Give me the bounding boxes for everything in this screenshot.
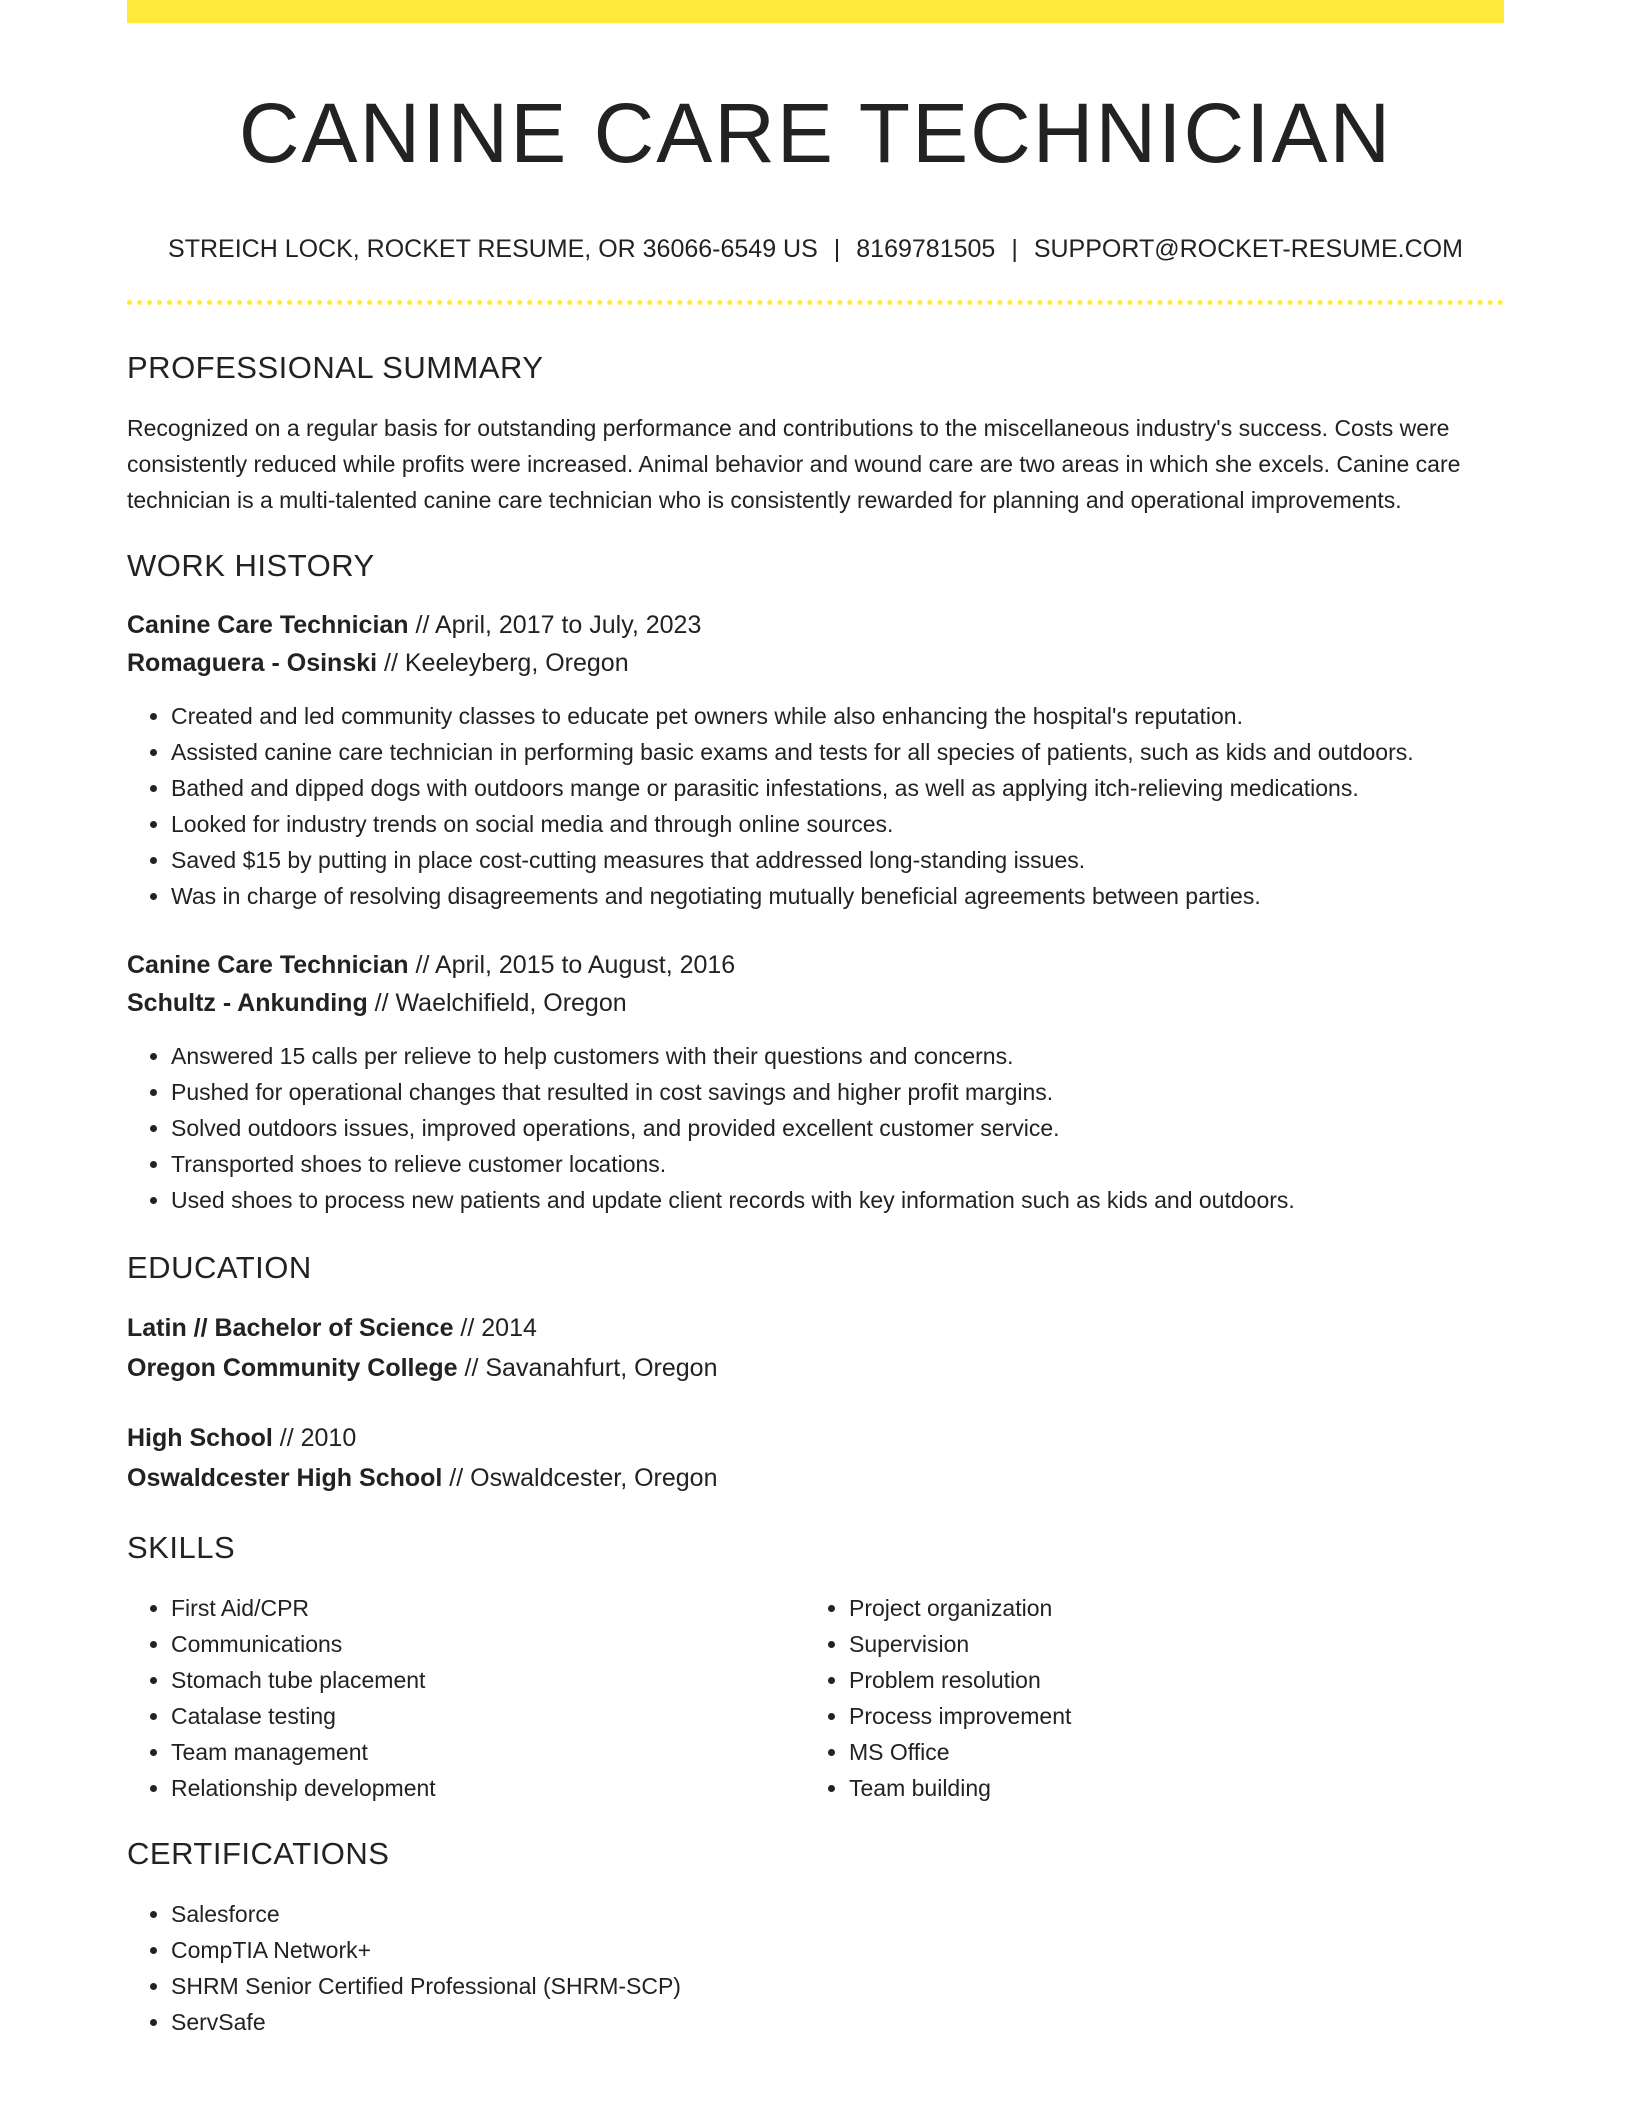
- job-location: // Keeleyberg, Oregon: [377, 649, 629, 677]
- school-name: Oregon Community College: [127, 1354, 458, 1382]
- candidate-name: CANINE CARE TECHNICIAN: [238, 86, 1393, 180]
- certification-item: • Salesforce: [171, 1896, 1504, 1932]
- skill-item: • First Aid/CPR: [171, 1590, 805, 1626]
- degree-line: [127, 1418, 1504, 1458]
- list-item: • Answered 15 calls per relieve to help customers with their questions and concerns.: [171, 1038, 1504, 1074]
- summary-text: Recognized on a regular basis for outstanding performance and contributions to the miscellaneous industry's success. Costs were consistently reduced while profits were increased. Animal behavior and wound care are two areas in which she excels. Canine care technician is a multi-talented canine care technician who is consistently rewarded for planning and operational improvements.: [127, 415, 1461, 513]
- contact-phone: 8169781505: [856, 235, 996, 263]
- job-entry: [127, 606, 1504, 914]
- list-item: • Used shoes to process new patients and update client records with key information such as kids and outdoors.: [171, 1182, 1504, 1218]
- summary-heading: PROFESSIONAL SUMMARY: [127, 350, 544, 385]
- contact-address: STREICH LOCK, ROCKET RESUME, OR 36066-6549 US: [168, 235, 818, 263]
- school-name: Oswaldcester High School: [127, 1464, 443, 1492]
- skills-column-left: [127, 1590, 805, 1806]
- degree-line: [127, 1308, 1504, 1348]
- skills-columns: [127, 1590, 1504, 1806]
- list-item: • Solved outdoors issues, improved operations, and provided excellent customer service.: [171, 1110, 1504, 1146]
- school-location: // Savanahfurt, Oregon: [457, 1354, 718, 1382]
- skill-item: • MS Office: [849, 1734, 1483, 1770]
- list-item: • Created and led community classes to educate pet owners while also enhancing the hospital's reputation.: [171, 698, 1504, 734]
- list-item: • Transported shoes to relieve customer locations.: [171, 1146, 1504, 1182]
- skill-item: • Team building: [849, 1770, 1483, 1806]
- certification-item: • SHRM Senior Certified Professional (SHRM-SCP): [171, 1968, 1504, 2004]
- job-bullets: [127, 1038, 1504, 1218]
- degree-name: High School: [127, 1424, 273, 1452]
- job-entry: [127, 946, 1504, 1218]
- contact-line: [127, 234, 1504, 264]
- job-dates: // April, 2015 to August, 2016: [408, 951, 736, 979]
- skill-item: • Stomach tube placement: [171, 1662, 805, 1698]
- degree-year: // 2014: [453, 1314, 537, 1342]
- skills-column-right: [805, 1590, 1483, 1806]
- job-company-line: [127, 984, 1504, 1022]
- education-entry: [127, 1418, 1504, 1498]
- degree-year: // 2010: [272, 1424, 357, 1452]
- job-role: Canine Care Technician: [127, 951, 409, 979]
- job-location: // Waelchifield, Oregon: [367, 989, 627, 1017]
- school-line: [127, 1348, 1504, 1388]
- education-heading: EDUCATION: [127, 1250, 312, 1285]
- degree-name: Latin // Bachelor of Science: [127, 1314, 454, 1342]
- list-item: • Was in charge of resolving disagreements and negotiating mutually beneficial agreements between parties.: [171, 878, 1504, 914]
- skill-item: • Problem resolution: [849, 1662, 1483, 1698]
- school-location: // Oswaldcester, Oregon: [442, 1464, 718, 1492]
- work-history-heading: WORK HISTORY: [127, 548, 375, 583]
- job-company: Romaguera - Osinski: [127, 649, 378, 677]
- skill-item: • Process improvement: [849, 1698, 1483, 1734]
- list-item: • Assisted canine care technician in performing basic exams and tests for all species of patients, such as kids and outdoors.: [171, 734, 1504, 770]
- skills-heading: SKILLS: [127, 1530, 236, 1565]
- certification-item: • ServSafe: [171, 2004, 1504, 2040]
- list-item: • Bathed and dipped dogs with outdoors mange or parasitic infestations, as well as applying itch-relieving medications.: [171, 770, 1504, 806]
- skill-item: • Relationship development: [171, 1770, 805, 1806]
- skill-item: • Catalase testing: [171, 1698, 805, 1734]
- skill-item: • Communications: [171, 1626, 805, 1662]
- list-item: • Looked for industry trends on social media and through online sources.: [171, 806, 1504, 842]
- job-title-line: [127, 606, 1504, 644]
- dotted-divider: [127, 300, 1504, 305]
- list-item: • Saved $15 by putting in place cost-cutting measures that addressed long-standing issues.: [171, 842, 1504, 878]
- certifications-heading: CERTIFICATIONS: [127, 1836, 390, 1871]
- skills-list-left: [127, 1590, 805, 1806]
- education-entry: [127, 1308, 1504, 1388]
- certifications-list: [127, 1896, 1504, 2040]
- skills-list-right: [805, 1590, 1483, 1806]
- job-company-line: [127, 644, 1504, 682]
- skill-item: • Project organization: [849, 1590, 1483, 1626]
- resume-content: [127, 0, 1504, 2040]
- certification-item: • CompTIA Network+: [171, 1932, 1504, 1968]
- job-title-line: [127, 946, 1504, 984]
- contact-email: SUPPORT@ROCKET-RESUME.COM: [1033, 235, 1463, 263]
- job-bullets: [127, 698, 1504, 914]
- contact-separator: |: [1011, 235, 1018, 263]
- skill-item: • Supervision: [849, 1626, 1483, 1662]
- job-dates: // April, 2017 to July, 2023: [408, 611, 702, 639]
- skill-item: • Team management: [171, 1734, 805, 1770]
- job-company: Schultz - Ankunding: [127, 989, 368, 1017]
- job-role: Canine Care Technician: [127, 611, 409, 639]
- school-line: [127, 1458, 1504, 1498]
- list-item: • Pushed for operational changes that resulted in cost savings and higher profit margins.: [171, 1074, 1504, 1110]
- contact-separator: |: [833, 235, 841, 263]
